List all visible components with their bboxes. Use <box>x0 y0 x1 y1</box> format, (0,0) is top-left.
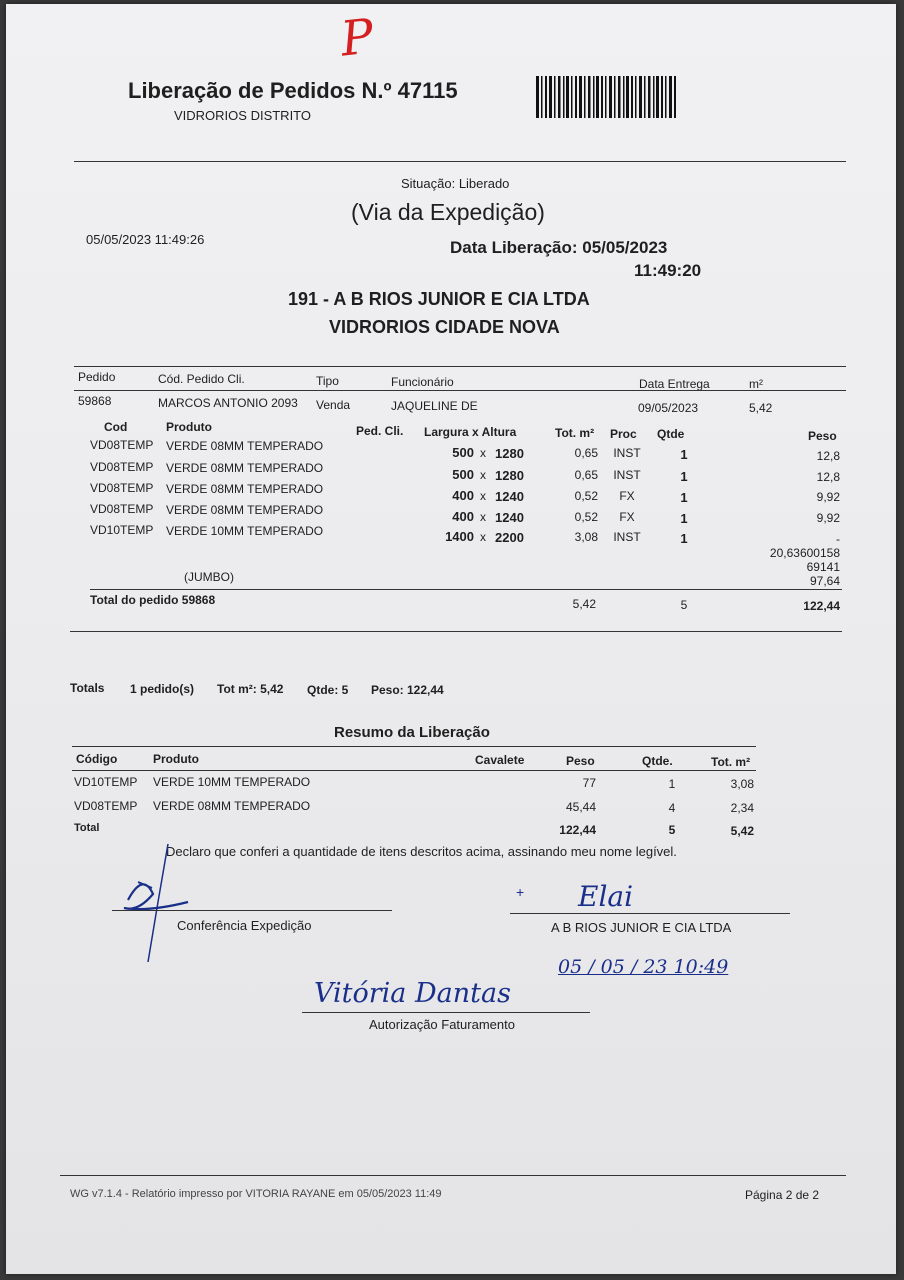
items-header-tot: Tot. m² <box>555 426 595 440</box>
client-name: 191 - A B RIOS JUNIOR E CIA LTDA <box>288 289 590 309</box>
summary-tot: 2,34 <box>730 801 754 815</box>
summary-qtde: 4 <box>668 801 676 815</box>
item-produto: VERDE 08MM TEMPERADO <box>166 482 324 496</box>
item-peso: 9,92 <box>816 490 840 504</box>
item-x: x <box>480 468 486 482</box>
signature-cross-mark: + <box>516 884 525 900</box>
totals-m2: Tot m²: 5,42 <box>217 682 284 696</box>
order-label-funcionario: Funcionário <box>391 375 454 389</box>
summary-header-peso: Peso <box>566 754 595 768</box>
item-peso-line: 20,63600158 <box>769 546 840 560</box>
item-cod: VD08TEMP <box>90 438 154 452</box>
signature-handwritten-date: 05 / 05 / 23 10:49 <box>558 956 729 978</box>
item-proc: INST <box>613 530 641 544</box>
items-header-qtde: Qtde <box>657 427 685 441</box>
handwritten-p-mark: P <box>338 8 377 68</box>
signature-line-authorization <box>302 1012 590 1013</box>
summary-total-qtde: 5 <box>668 823 676 837</box>
totals-label: Totals <box>70 681 105 695</box>
summary-total-peso: 122,44 <box>559 823 596 837</box>
item-proc: INST <box>613 446 641 460</box>
item-proc: FX <box>619 510 635 524</box>
item-qtde: 1 <box>680 469 688 484</box>
summary-produto: VERDE 10MM TEMPERADO <box>153 775 311 789</box>
order-total-line <box>90 589 842 590</box>
barcode <box>536 76 676 118</box>
order-value-data-entrega: 09/05/2023 <box>638 401 699 415</box>
order-section-bottom-line <box>70 631 842 632</box>
items-header-cod: Cod <box>104 420 128 434</box>
item-x: x <box>480 489 486 503</box>
item-largura: 500 <box>452 445 474 460</box>
summary-header-codigo: Código <box>76 752 118 766</box>
item-cod: VD08TEMP <box>90 481 154 495</box>
order-total-label: Total do pedido 59868 <box>90 593 216 607</box>
footer-line <box>60 1175 846 1176</box>
copy-label: (Via da Expedição) <box>351 199 545 225</box>
item-produto: VERDE 08MM TEMPERADO <box>166 439 324 453</box>
document-page <box>6 4 896 1274</box>
item-altura: 1240 <box>495 489 524 504</box>
item-peso-line: 69141 <box>806 560 840 574</box>
items-header-dims: Largura x Altura <box>424 425 517 439</box>
order-label-data-entrega: Data Entrega <box>639 377 710 391</box>
order-value-m2: 5,42 <box>749 401 773 415</box>
signature-label-right: A B RIOS JUNIOR E CIA LTDA <box>551 920 732 935</box>
items-header-ped-cli: Ped. Cli. <box>356 424 404 438</box>
summary-codigo: VD10TEMP <box>74 775 138 789</box>
printed-timestamp: 05/05/2023 11:49:26 <box>86 232 205 247</box>
item-qtde: 1 <box>680 511 688 526</box>
order-table-top-line <box>74 366 846 367</box>
item-cod: VD08TEMP <box>90 460 154 474</box>
signature-right-sign: Elai <box>578 880 634 913</box>
item-peso: 12,8 <box>816 470 840 484</box>
release-date: Data Liberação: 05/05/2023 <box>450 238 668 257</box>
declaration-text: Declaro que conferi a quantidade de itens descritos acima, assinando meu nome legível. <box>166 844 677 859</box>
item-peso: 9,92 <box>816 511 840 525</box>
items-header-peso: Peso <box>808 429 837 443</box>
item-altura: 2200 <box>495 530 524 545</box>
order-header-line <box>74 390 846 391</box>
summary-header-line <box>72 770 756 771</box>
totals-qtde: Qtde: 5 <box>307 683 349 697</box>
summary-header-qtde: Qtde. <box>642 754 673 768</box>
item-largura: 1400 <box>445 529 474 544</box>
signature-left-scribble <box>118 842 208 962</box>
order-total-m2: 5,42 <box>572 597 596 611</box>
item-cod: VD08TEMP <box>90 502 154 516</box>
summary-qtde: 1 <box>668 777 676 791</box>
item-tot: 3,08 <box>574 530 598 544</box>
item-produto: VERDE 08MM TEMPERADO <box>166 503 324 517</box>
item-proc: INST <box>613 468 641 482</box>
signature-label-authorization: Autorização Faturamento <box>369 1017 515 1032</box>
footer-print-info: WG v7.1.4 - Relatório impresso por VITORIA RAYANE em 05/05/2023 11:49 <box>70 1188 442 1200</box>
order-label-cod-cli: Cód. Pedido Cli. <box>158 372 245 386</box>
item-peso: - <box>836 532 840 546</box>
summary-total-tot: 5,42 <box>730 824 754 838</box>
item-proc: FX <box>619 489 635 503</box>
summary-tot: 3,08 <box>730 777 754 791</box>
item-largura: 400 <box>452 509 474 524</box>
summary-header-tot: Tot. m² <box>711 755 751 769</box>
item-qtde: 1 <box>680 490 688 505</box>
item-largura: 400 <box>452 488 474 503</box>
item-altura: 1240 <box>495 510 524 525</box>
item-tot: 0,65 <box>574 468 598 482</box>
signature-line-right <box>510 913 790 914</box>
footer-page-number: Página 2 de 2 <box>745 1188 820 1202</box>
item-tot: 0,52 <box>574 489 598 503</box>
item-altura: 1280 <box>495 468 524 483</box>
item-note-jumbo: (JUMBO) <box>184 570 234 584</box>
item-produto: VERDE 08MM TEMPERADO <box>166 461 324 475</box>
item-tot: 0,52 <box>574 510 598 524</box>
summary-header-produto: Produto <box>153 752 199 766</box>
item-largura: 500 <box>452 467 474 482</box>
summary-total-label: Total <box>74 822 100 834</box>
order-label-pedido: Pedido <box>78 370 116 384</box>
order-total-peso: 122,44 <box>803 599 840 613</box>
item-x: x <box>480 510 486 524</box>
summary-peso: 77 <box>582 776 596 790</box>
totals-peso: Peso: 122,44 <box>371 683 444 697</box>
order-label-m2: m² <box>749 377 763 391</box>
summary-produto: VERDE 08MM TEMPERADO <box>153 799 311 813</box>
item-tot: 0,65 <box>574 446 598 460</box>
situation-status: Situação: Liberado <box>401 176 510 191</box>
release-time: 11:49:20 <box>634 261 702 280</box>
company-name: VIDRORIOS DISTRITO <box>174 108 311 123</box>
item-produto: VERDE 10MM TEMPERADO <box>166 524 324 538</box>
summary-codigo: VD08TEMP <box>74 799 138 813</box>
item-peso-line: 97,64 <box>809 574 840 588</box>
signature-authorization-sign: Vitória Dantas <box>314 978 511 1009</box>
signature-line-left <box>112 910 392 911</box>
order-value-cod-cli: MARCOS ANTONIO 2093 <box>158 396 298 410</box>
item-peso: 12,8 <box>816 449 840 463</box>
item-cod: VD10TEMP <box>90 523 154 537</box>
item-qtde: 1 <box>680 447 688 462</box>
header-divider <box>74 161 846 162</box>
item-altura: 1280 <box>495 446 524 461</box>
totals-pedidos: 1 pedido(s) <box>130 682 195 696</box>
order-value-tipo: Venda <box>316 398 351 412</box>
summary-peso: 45,44 <box>565 800 596 814</box>
summary-title: Resumo da Liberação <box>334 724 490 741</box>
item-x: x <box>480 530 486 544</box>
order-total-qtde: 5 <box>680 598 688 612</box>
document-title: Liberação de Pedidos N.º 47115 <box>128 78 458 103</box>
items-header-produto: Produto <box>166 420 212 434</box>
items-header-proc: Proc <box>610 427 637 441</box>
signature-label-left: Conferência Expedição <box>177 918 312 933</box>
branch-name: VIDRORIOS CIDADE NOVA <box>329 317 560 337</box>
summary-top-line <box>72 746 756 747</box>
order-value-pedido: 59868 <box>78 394 112 408</box>
item-qtde: 1 <box>680 531 688 546</box>
summary-header-cavalete: Cavalete <box>475 753 525 767</box>
item-x: x <box>480 446 486 460</box>
order-label-tipo: Tipo <box>316 374 339 388</box>
order-value-funcionario: JAQUELINE DE <box>391 399 478 413</box>
